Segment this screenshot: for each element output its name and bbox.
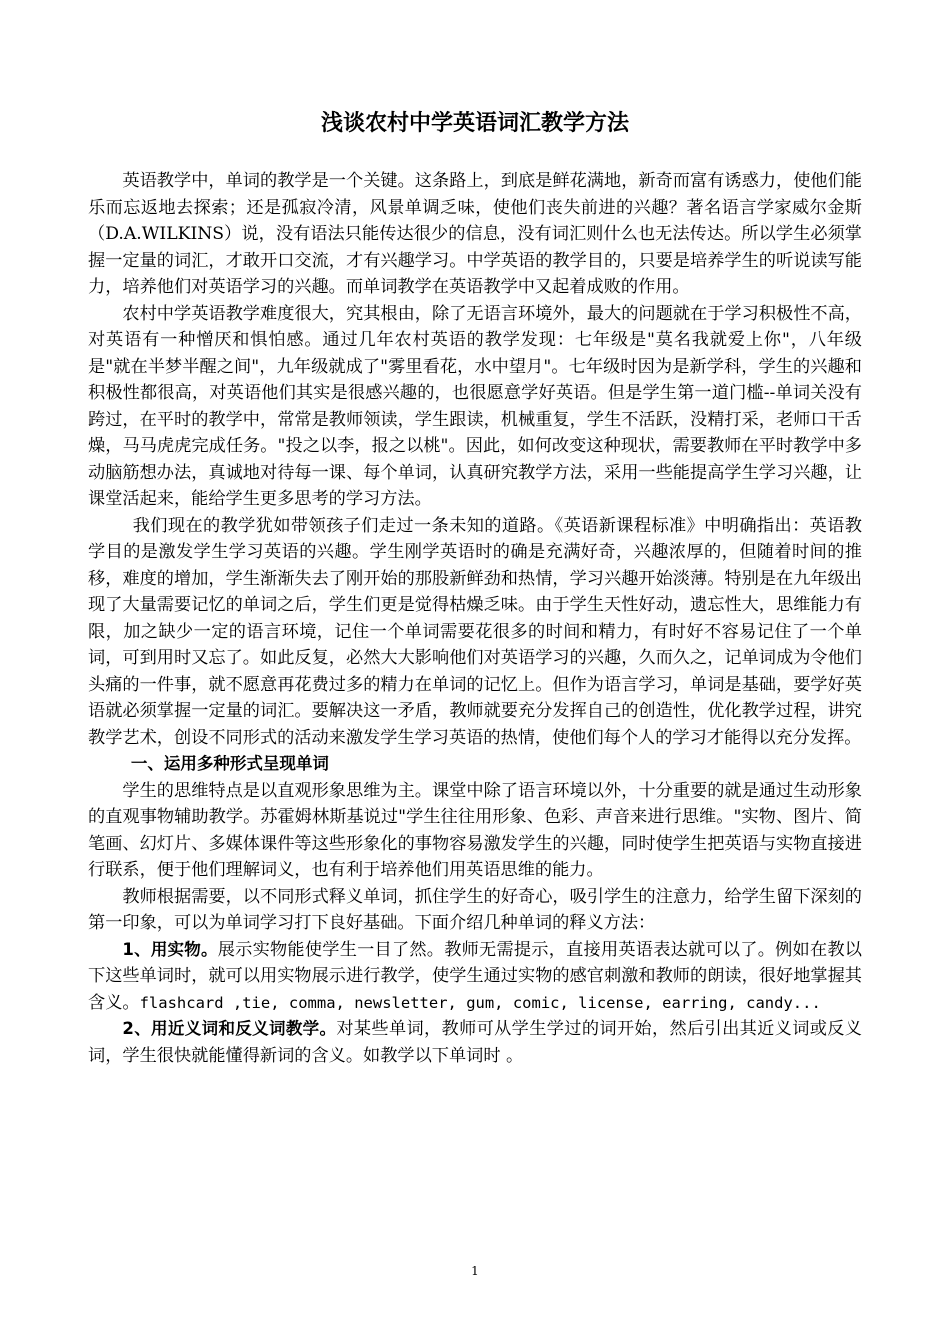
list-item-real-objects-lead: 1、用实物。 <box>122 939 218 959</box>
list-item-synonyms-text: 对某些单词，教师可从学生学过的词开始，然后引出其近义词或反义词，学生很快就能懂得新词的含义。如教学以下单词时 。 <box>88 1019 862 1066</box>
paragraph-curriculum-standard: 我们现在的教学犹如带领孩子们走过一条未知的道路。《英语新课程标准》中明确指出：英语教学目的是激发学生学习英语的兴趣。学生刚学英语时的确是充满好奇，兴趣浓厚的，但随着时间的推移，难度的增加，学生渐渐失去了刚开始的那股新鲜劲和热情，学习兴趣开始淡薄。特别是在九年级出现了大量需要记忆的单词之后，学生们更是觉得枯燥乏味。由于学生天性好动，遗忘性大，思维能力有限，加之缺少一定的语言环境，记住一个单词需要花很多的时间和精力，有时好不容易记住了一个单词，可到用时又忘了。如此反复，必然大大影响他们对英语学习的兴趣，久而久之，记单词成为令他们头痛的一件事，就不愿意再花费过多的精力在单词的记忆上。但作为语言学习，单词是基础，要学好英语就必须掌握一定量的词汇。要解决这一矛盾，教师就要充分发挥自己的创造性，优化教学过程，讲究教学艺术，创设不同形式的活动来激发学生学习英语的热情，使他们每个人的学习才能得以充分发挥。 <box>88 515 862 748</box>
example-words: flashcard ,tie, comma, newsletter, gum, comic, license, earring, candy... <box>139 993 821 1012</box>
document-page <box>88 106 862 1069</box>
page-number: 1 <box>471 1264 479 1278</box>
section-heading-1: 一、运用多种形式呈现单词 <box>130 754 329 773</box>
paragraph-intro: 英语教学中，单词的教学是一个关键。这条路上，到底是鲜花满地，新奇而富有诱惑力，使他们能乐而忘返地去探索；还是孤寂冷清，风景单调乏味，使他们丧失前进的兴趣？著名语言学家威尔金斯（D.A.WILKINS）说，没有语法只能传达很少的信息，没有词汇则什么也无法传达。所以学生必须掌握一定量的词汇，才敢开口交流，才有兴趣学习。中学英语的教学目的，只要是培养学生的听说读写能力，培养他们对英语学习的兴趣。而单词教学在英语教学中又起着成败的作用。 <box>88 171 862 297</box>
list-item-synonyms-lead: 2、用近义词和反义词教学。 <box>122 1019 337 1038</box>
paragraph-explanation-methods: 教师根据需要，以不同形式释义单词，抓住学生的好奇心，吸引学生的注意力，给学生留下深刻的第一印象，可以为单词学习打下良好基础。下面介绍几种单词的释义方法： <box>88 886 862 933</box>
list-item-real-objects <box>88 937 862 1017</box>
paragraph-intuitive-thinking: 学生的思维特点是以直观形象思维为主。课堂中除了语言环境以外，十分重要的就是通过生动形象的直观事物辅助教学。苏霍姆林斯基说过"学生往往用形象、色彩、声音来进行思维。"实物、图片、简笔画、幻灯片、多媒体课件等这些形象化的事物容易激发学生的兴趣，同时使学生把英语与实物直接进行联系，便于他们理解词义，也有利于培养他们用英语思维的能力。 <box>88 780 862 880</box>
document-title: 浅谈农村中学英语词汇教学方法 <box>320 111 629 136</box>
list-item-real-objects-text: 展示实物能使学生一目了然。教师无需提示，直接用英语表达就可以了。例如在教以下这些单词时，就可以用实物展示进行教学，使学生通过实物的感官刺激和教师的朗读，很好地掌握其含义。 <box>88 939 862 1013</box>
paragraph-rural-teaching: 农村中学英语教学难度很大，究其根由，除了无语言环境外，最大的问题就在于学习积极性不高，对英语有一种憎厌和惧怕感。通过几年农村英语的教学发现：七年级是"莫名我就爱上你"，八年级是"就在半梦半醒之间"，九年级就成了"雾里看花，水中望月"。七年级时因为是新学科，学生的兴趣和积极性都很高，对英语他们其实是很感兴趣的，也很愿意学好英语。但是学生第一道门槛--单词关没有跨过，在平时的教学中，常常是教师领读，学生跟读，机械重复，学生不活跃，没精打采，老师口干舌燥，马马虎虎完成任务。"投之以李，报之以桃"。因此，如何改变这种现状，需要教师在平时教学中多动脑筋想办法，真诚地对待每一课、每个单词，认真研究教学方法，采用一些能提高学生学习兴趣，让课堂活起来，能给学生更多思考的学习方法。 <box>88 303 862 509</box>
list-item-synonyms-antonyms <box>88 1016 862 1069</box>
